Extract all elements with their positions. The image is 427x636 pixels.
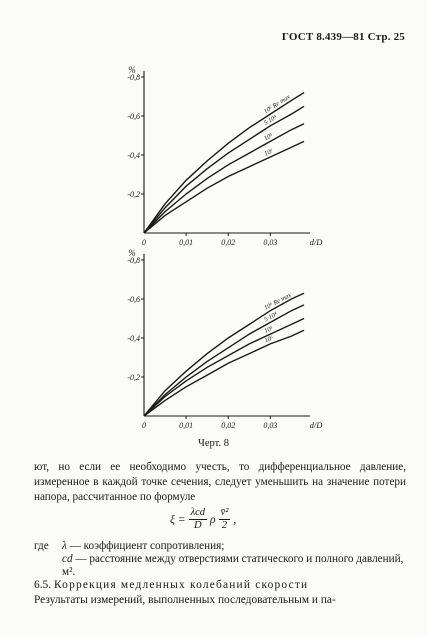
body-paragraph: ют, но если ее необходимо учесть, то дифференциальное давление, измеренное в каждой точке сечения, следует уменьшить на значение потери напора, рассчитанное по формуле (34, 461, 406, 503)
section-number: 6.5. (34, 579, 52, 591)
y-tick-label: -0,8 (127, 256, 140, 265)
formula-frac2-num: v̄² (220, 507, 229, 518)
series-label: 10⁶ (263, 147, 275, 158)
definition-label: где (34, 540, 49, 552)
x-tick-label: 0,02 (221, 238, 236, 247)
x-tick-label: 0,03 (263, 421, 278, 430)
y-tick-label: -0,4 (127, 151, 140, 160)
definition-text: — расстояние между отверстиями статического и полного давлений, м². (62, 553, 404, 578)
x-tick-label: 0 (142, 238, 146, 247)
y-tick-label: -0,2 (127, 190, 140, 199)
definition-row (34, 540, 406, 553)
definitions (34, 540, 406, 579)
formula-fraction-1 (189, 507, 207, 532)
series-line (144, 293, 304, 416)
series-line (144, 330, 304, 416)
formula-lhs: ξ = (170, 513, 186, 526)
figure-caption: Черт. 8 (198, 438, 229, 449)
chart-upper (0, 55, 427, 250)
formula-frac2-den: 2 (221, 520, 228, 531)
definition-term: λ (62, 540, 67, 552)
formula-fraction-2 (219, 507, 231, 532)
y-tick-label: -0,8 (127, 73, 140, 82)
series-label: 5·10⁴ (262, 113, 279, 127)
x-tick-label: 0,01 (179, 238, 194, 247)
section-title: Коррекция медленных колебаний скорости (53, 579, 309, 591)
definition-label (34, 553, 62, 579)
page-header: ГОСТ 8.439—81 Стр. 25 (281, 31, 405, 43)
series-label: 10⁶ Re max (262, 93, 292, 116)
definition-row (34, 553, 406, 579)
definition-term: cd (62, 553, 73, 565)
x-tick-label: 0,02 (221, 421, 236, 430)
x-axis-label: d/D (309, 420, 323, 430)
y-tick-label: -0,6 (127, 295, 140, 304)
series-line (144, 141, 304, 233)
y-tick-label: -0,4 (127, 334, 140, 343)
definition-text: — коэффициент сопротивления; (66, 540, 225, 552)
series-label: 10⁵ (263, 324, 275, 335)
x-tick-label: 0,03 (263, 238, 278, 247)
series-label: 10⁶ (263, 334, 275, 345)
y-tick-label: -0,6 (127, 112, 140, 121)
formula-frac1-den: D (194, 520, 202, 531)
x-tick-label: 0 (142, 421, 146, 430)
series-label: 10⁶ Re max (263, 291, 293, 312)
series-line (144, 93, 304, 233)
formula-rho: ρ (210, 513, 216, 526)
series-label: 5·10⁴ (263, 310, 279, 324)
section-text: Результаты измерений, выполненных последовательным и па- (34, 594, 336, 606)
chart-lower (0, 238, 427, 433)
series-line (144, 319, 304, 417)
formula (170, 507, 236, 532)
x-axis-label: d/D (309, 237, 323, 247)
x-tick-label: 0,01 (179, 421, 194, 430)
series-label: 10⁵ (263, 132, 275, 143)
section-6-5 (34, 578, 414, 608)
y-axis-label: % (128, 248, 136, 258)
y-tick-label: -0,2 (127, 373, 140, 382)
formula-tail: , (233, 513, 237, 526)
formula-frac1-num: λcd (190, 507, 206, 518)
y-axis-label: % (128, 65, 136, 75)
